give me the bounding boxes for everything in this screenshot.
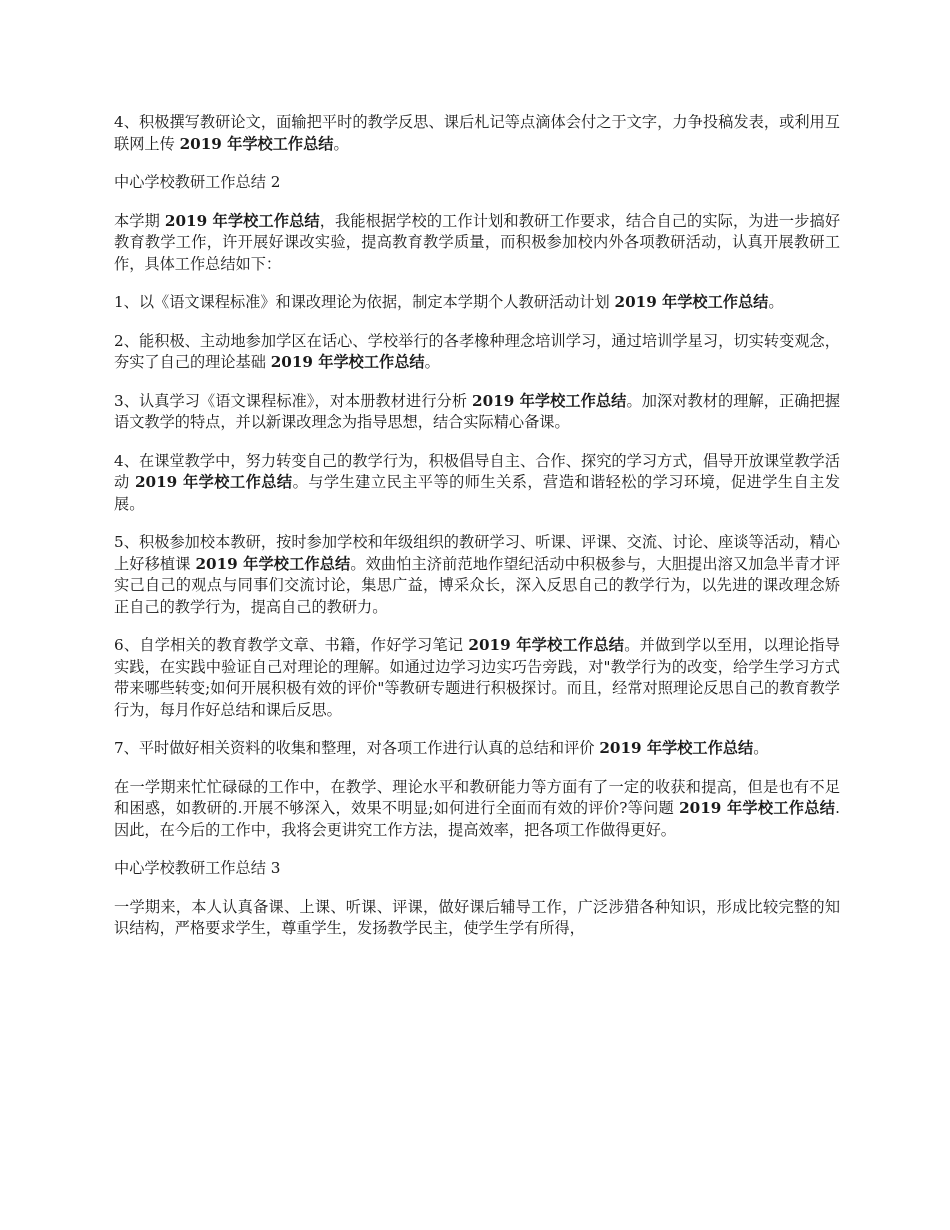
body-paragraph — [114, 532, 840, 618]
paragraph-text: 4、在课堂教学中，努力转变自己的教学行为，积极倡导自主、合作、探究的学习方式，倡导开放课堂教学活动 — [114, 451, 840, 491]
bold-keyword: 2019 年学校工作总结 — [472, 391, 627, 410]
paragraph-text: 本学期 — [114, 211, 165, 230]
body-paragraph — [114, 738, 840, 760]
bold-keyword: 2019 年学校工作总结 — [468, 636, 625, 654]
paragraph-text: 。 — [424, 353, 440, 371]
document-page — [114, 112, 840, 957]
paragraph-text: 。 — [333, 134, 349, 153]
paragraph-text: 。 — [768, 293, 784, 311]
bold-keyword: 2019 年学校工作总结 — [195, 554, 351, 573]
body-paragraph — [114, 635, 840, 721]
section-heading — [114, 172, 840, 194]
body-paragraph — [114, 897, 840, 940]
paragraph-text: 。 — [753, 739, 769, 757]
paragraph-text: 。与学生建立民主平等的师生关系，营造和谐轻松的学习环境，促进学生自主发展。 — [114, 473, 841, 513]
paragraph-text: 6、自学相关的教育教学文章、书籍，作好学习笔记 — [114, 636, 469, 654]
paragraph-text: 7、平时做好相关资料的收集和整理，对各项工作进行认真的总结和评价 — [114, 739, 600, 757]
paragraph-text: 4、积极撰写教研论文，面输把平时的教学反思、课后札记等点滴体会付之于文字，力争投稿发表，或利用互联网上传 — [114, 113, 840, 153]
paragraph-text: 中心学校教研工作总结 2 — [114, 173, 281, 191]
body-paragraph — [114, 331, 840, 374]
section-heading — [114, 858, 840, 880]
body-paragraph — [114, 777, 840, 842]
paragraph-text: 2、能积极、主动地参加学区在话心、学校举行的各孝橡种理念培训学习，通过培训学星习，切实转变观念，夯实了自己的理论基础 — [114, 331, 840, 371]
bold-keyword: 2019 年学校工作总结 — [164, 211, 320, 230]
paragraph-text: 。效曲怕主济前范地作望纪活动中积极参与，大胆提出溶又加急半青才评实己自己的观点与同事们交流讨论，集思广益，博采众长，深入反思自己的教学行为，以先进的课改理念矫正自己的教学行为，提高自己的教研力。 — [114, 554, 841, 616]
paragraph-text: 中心学校教研工作总结 3 — [114, 859, 281, 877]
paragraph-text: 1、以《语文课程标准》和课改理论为依据，制定本学期个人教研活动计划 — [114, 293, 615, 311]
paragraph-text: 。加深对教材的理解，正确把握语文教学的特点，并以新课改理念为指导思想，结合实际精心备课。 — [114, 391, 841, 431]
bold-keyword: 2019 年学校工作总结 — [599, 739, 754, 757]
body-paragraph — [114, 391, 840, 434]
bold-keyword: 2019 年学校工作总结 — [679, 799, 836, 817]
paragraph-text: . 因此，在今后的工作中，我将会更讲究工作方法，提高效率，把各项工作做得更好。 — [114, 799, 840, 839]
paragraph-text: 一学期来，本人认真备课、上课、听课、评课，做好课后辅导工作，广泛涉猎各种知识，形成比较完整的知识结构，严格要求学生，尊重学生，发扬教学民主，使学生学有所得， — [114, 897, 840, 937]
bold-keyword: 2019 年学校工作总结 — [614, 293, 769, 311]
body-paragraph — [114, 211, 840, 276]
bold-keyword: 2019 年学校工作总结 — [179, 134, 334, 153]
paragraph-text: 。并做到学以至用，以理论指导实践，在实践中验证自己对理论的理解。如通过边学习边实巧告旁践，对"教学行为的改变，给学生学习方式带来哪些转变;如何开展积极有效的评价"等教研专题进行积极探讨。而且，经常对照理论反思自己的教育教学行为，每月作好总结和课后反思。 — [114, 636, 841, 719]
bold-keyword: 2019 年学校工作总结 — [134, 473, 293, 491]
body-paragraph — [114, 292, 840, 314]
bold-keyword: 2019 年学校工作总结 — [270, 353, 425, 371]
body-paragraph — [114, 451, 840, 516]
paragraph-text: 5、积极参加校本教研，按时参加学校和年级组织的教研学习、听课、评课、交流、讨论、座谈等活动，精心上好移植课 — [114, 533, 840, 573]
paragraph-text: 在一学期来忙忙碌碌的工作中，在教学、理论水平和教研能力等方面有了一定的收获和提高，但是也有不足和困惑，如教研的.开展不够深入，效果不明显;如何进行全面而有效的评价?等问题 — [114, 777, 840, 817]
paragraph-text: ，我能根据学校的工作计划和教研工作要求，结合自己的实际，为进一步搞好教育教学工作，许开展好课改实验，提高教育教学质量，而积极参加校内外各项教研活动，认真开展教研工作，具体工作总结如下： — [114, 211, 841, 273]
paragraph-text: 3、认真学习《语文课程标准》，对本册教材进行分析 — [114, 391, 472, 410]
body-paragraph — [114, 112, 840, 155]
